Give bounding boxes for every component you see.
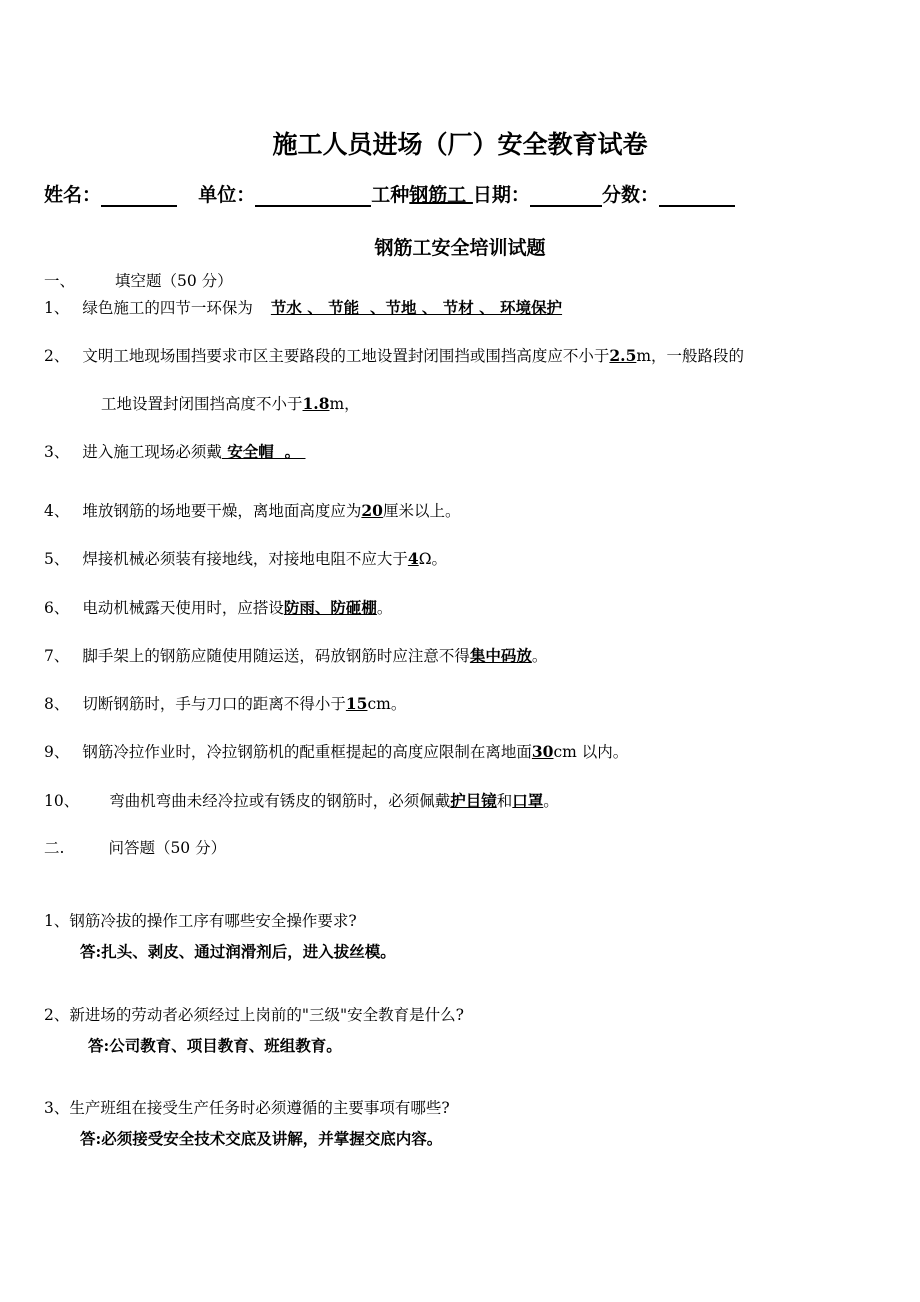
question-text: 工地设置封闭围挡高度不小于 — [101, 395, 303, 413]
question-text: 绿色施工的四节一环保为 — [82, 299, 253, 317]
trade-label: 工种 — [371, 184, 410, 206]
question-text: 焊接机械必须装有接地线，对接地电阻不应大于 — [82, 550, 408, 568]
question-number: 9、 — [44, 743, 70, 761]
section-1-number: 一、 — [44, 272, 76, 290]
question-4 — [44, 499, 460, 521]
date-field[interactable] — [530, 185, 602, 207]
question-1 — [44, 296, 562, 318]
answer-text: 护目镜 — [450, 791, 497, 810]
answer-text: 防雨、防砸棚 — [283, 598, 377, 617]
answer-text: 口罩 — [512, 791, 544, 810]
trade-value: 钢筋工 — [409, 184, 473, 206]
question-text: Ω。 — [418, 550, 448, 568]
unit-field[interactable] — [255, 185, 371, 207]
question-text: 钢筋冷拉作业时，冷拉钢筋机的配重框提起的高度应限制在离地面 — [82, 743, 532, 761]
question-number: 3、 — [44, 443, 70, 461]
question-number: 1、 — [44, 299, 70, 317]
question-text: cm。 — [367, 695, 407, 713]
qa-answer-2: 答:公司教育、项目教育、班组教育。 — [88, 1036, 342, 1055]
question-9 — [44, 740, 628, 762]
answer-text: 节水 、 节能 、节地 、 节材 、 环境保护 — [270, 298, 563, 317]
score-label: 分数： — [601, 184, 659, 206]
question-number: 6、 — [44, 599, 70, 617]
section-2-label: 问答题（50 分） — [108, 839, 227, 857]
qa-answer-1: 答:扎头、剥皮、通过润滑剂后，进入拔丝模。 — [80, 942, 396, 961]
answer-text: 30 — [531, 742, 554, 761]
name-label: 姓名： — [44, 184, 102, 206]
unit-label: 单位： — [198, 184, 256, 206]
section-1-heading — [44, 269, 233, 291]
date-label: 日期： — [472, 184, 530, 206]
question-text: 堆放钢筋的场地要干燥，离地面高度应为 — [82, 502, 362, 520]
subtitle: 钢筋工安全培训试题 — [374, 237, 546, 259]
question-text: 。 — [376, 599, 393, 617]
question-number: 2、 — [44, 347, 70, 365]
section-1-label: 填空题（50 分） — [115, 272, 233, 290]
question-3 — [44, 440, 305, 462]
qa-question-3: 3、生产班组在接受生产任务时必须遵循的主要事项有哪些? — [44, 1099, 450, 1117]
question-number: 10、 — [44, 792, 80, 810]
answer-text: 安全帽 。 — [221, 442, 306, 461]
answer-text: 20 — [361, 501, 383, 520]
answer-text: 集中码放 — [469, 646, 532, 665]
question-6 — [44, 596, 392, 618]
answer-text: 1.8 — [302, 394, 330, 413]
question-text: 和 — [496, 792, 513, 810]
page-title: 施工人员进场（厂）安全教育试卷 — [272, 130, 648, 159]
question-number: 4、 — [44, 502, 70, 520]
question-text: m，一般路段的 — [636, 347, 745, 365]
question-text: m， — [329, 395, 360, 413]
qa-question-2: 2、新进场的劳动者必须经过上岗前的"三级"安全教育是什么? — [44, 1006, 464, 1024]
question-10 — [44, 789, 559, 811]
score-field[interactable] — [659, 185, 735, 207]
answer-text: 15 — [345, 694, 368, 713]
section-2-heading — [44, 836, 226, 858]
question-text: 进入施工现场必须戴 — [82, 443, 222, 461]
question-text: cm 以内。 — [553, 743, 629, 761]
question-text: 弯曲机弯曲未经冷拉或有锈皮的钢筋时，必须佩戴 — [109, 792, 451, 810]
section-2-number: 二. — [44, 839, 65, 857]
question-text: 。 — [543, 792, 559, 810]
answer-text: 2.5 — [609, 346, 637, 365]
question-number: 7、 — [44, 647, 70, 665]
question-5 — [44, 547, 447, 569]
question-number: 8、 — [44, 695, 70, 713]
question-2-continued — [101, 392, 360, 414]
question-text: 脚手架上的钢筋应随使用随运送，码放钢筋时应注意不得 — [82, 647, 470, 665]
question-8 — [44, 692, 406, 714]
question-text: 厘米以上。 — [382, 502, 461, 520]
answer-text: 4 — [407, 549, 419, 568]
name-field[interactable] — [101, 185, 177, 207]
question-text: 。 — [531, 647, 548, 665]
question-text: 切断钢筋时，手与刀口的距离不得小于 — [82, 695, 346, 713]
question-number: 5、 — [44, 550, 70, 568]
question-7 — [44, 644, 547, 666]
qa-answer-3: 答:必须接受安全技术交底及讲解，并掌握交底内容。 — [80, 1129, 443, 1148]
question-2 — [44, 344, 744, 366]
question-text: 电动机械露天使用时，应搭设 — [82, 599, 284, 617]
question-text: 文明工地现场围挡要求市区主要路段的工地设置封闭围挡或围挡高度应不小于 — [82, 347, 610, 365]
qa-question-1: 1、钢筋冷拔的操作工序有哪些安全操作要求? — [44, 912, 357, 930]
info-row — [44, 180, 735, 207]
